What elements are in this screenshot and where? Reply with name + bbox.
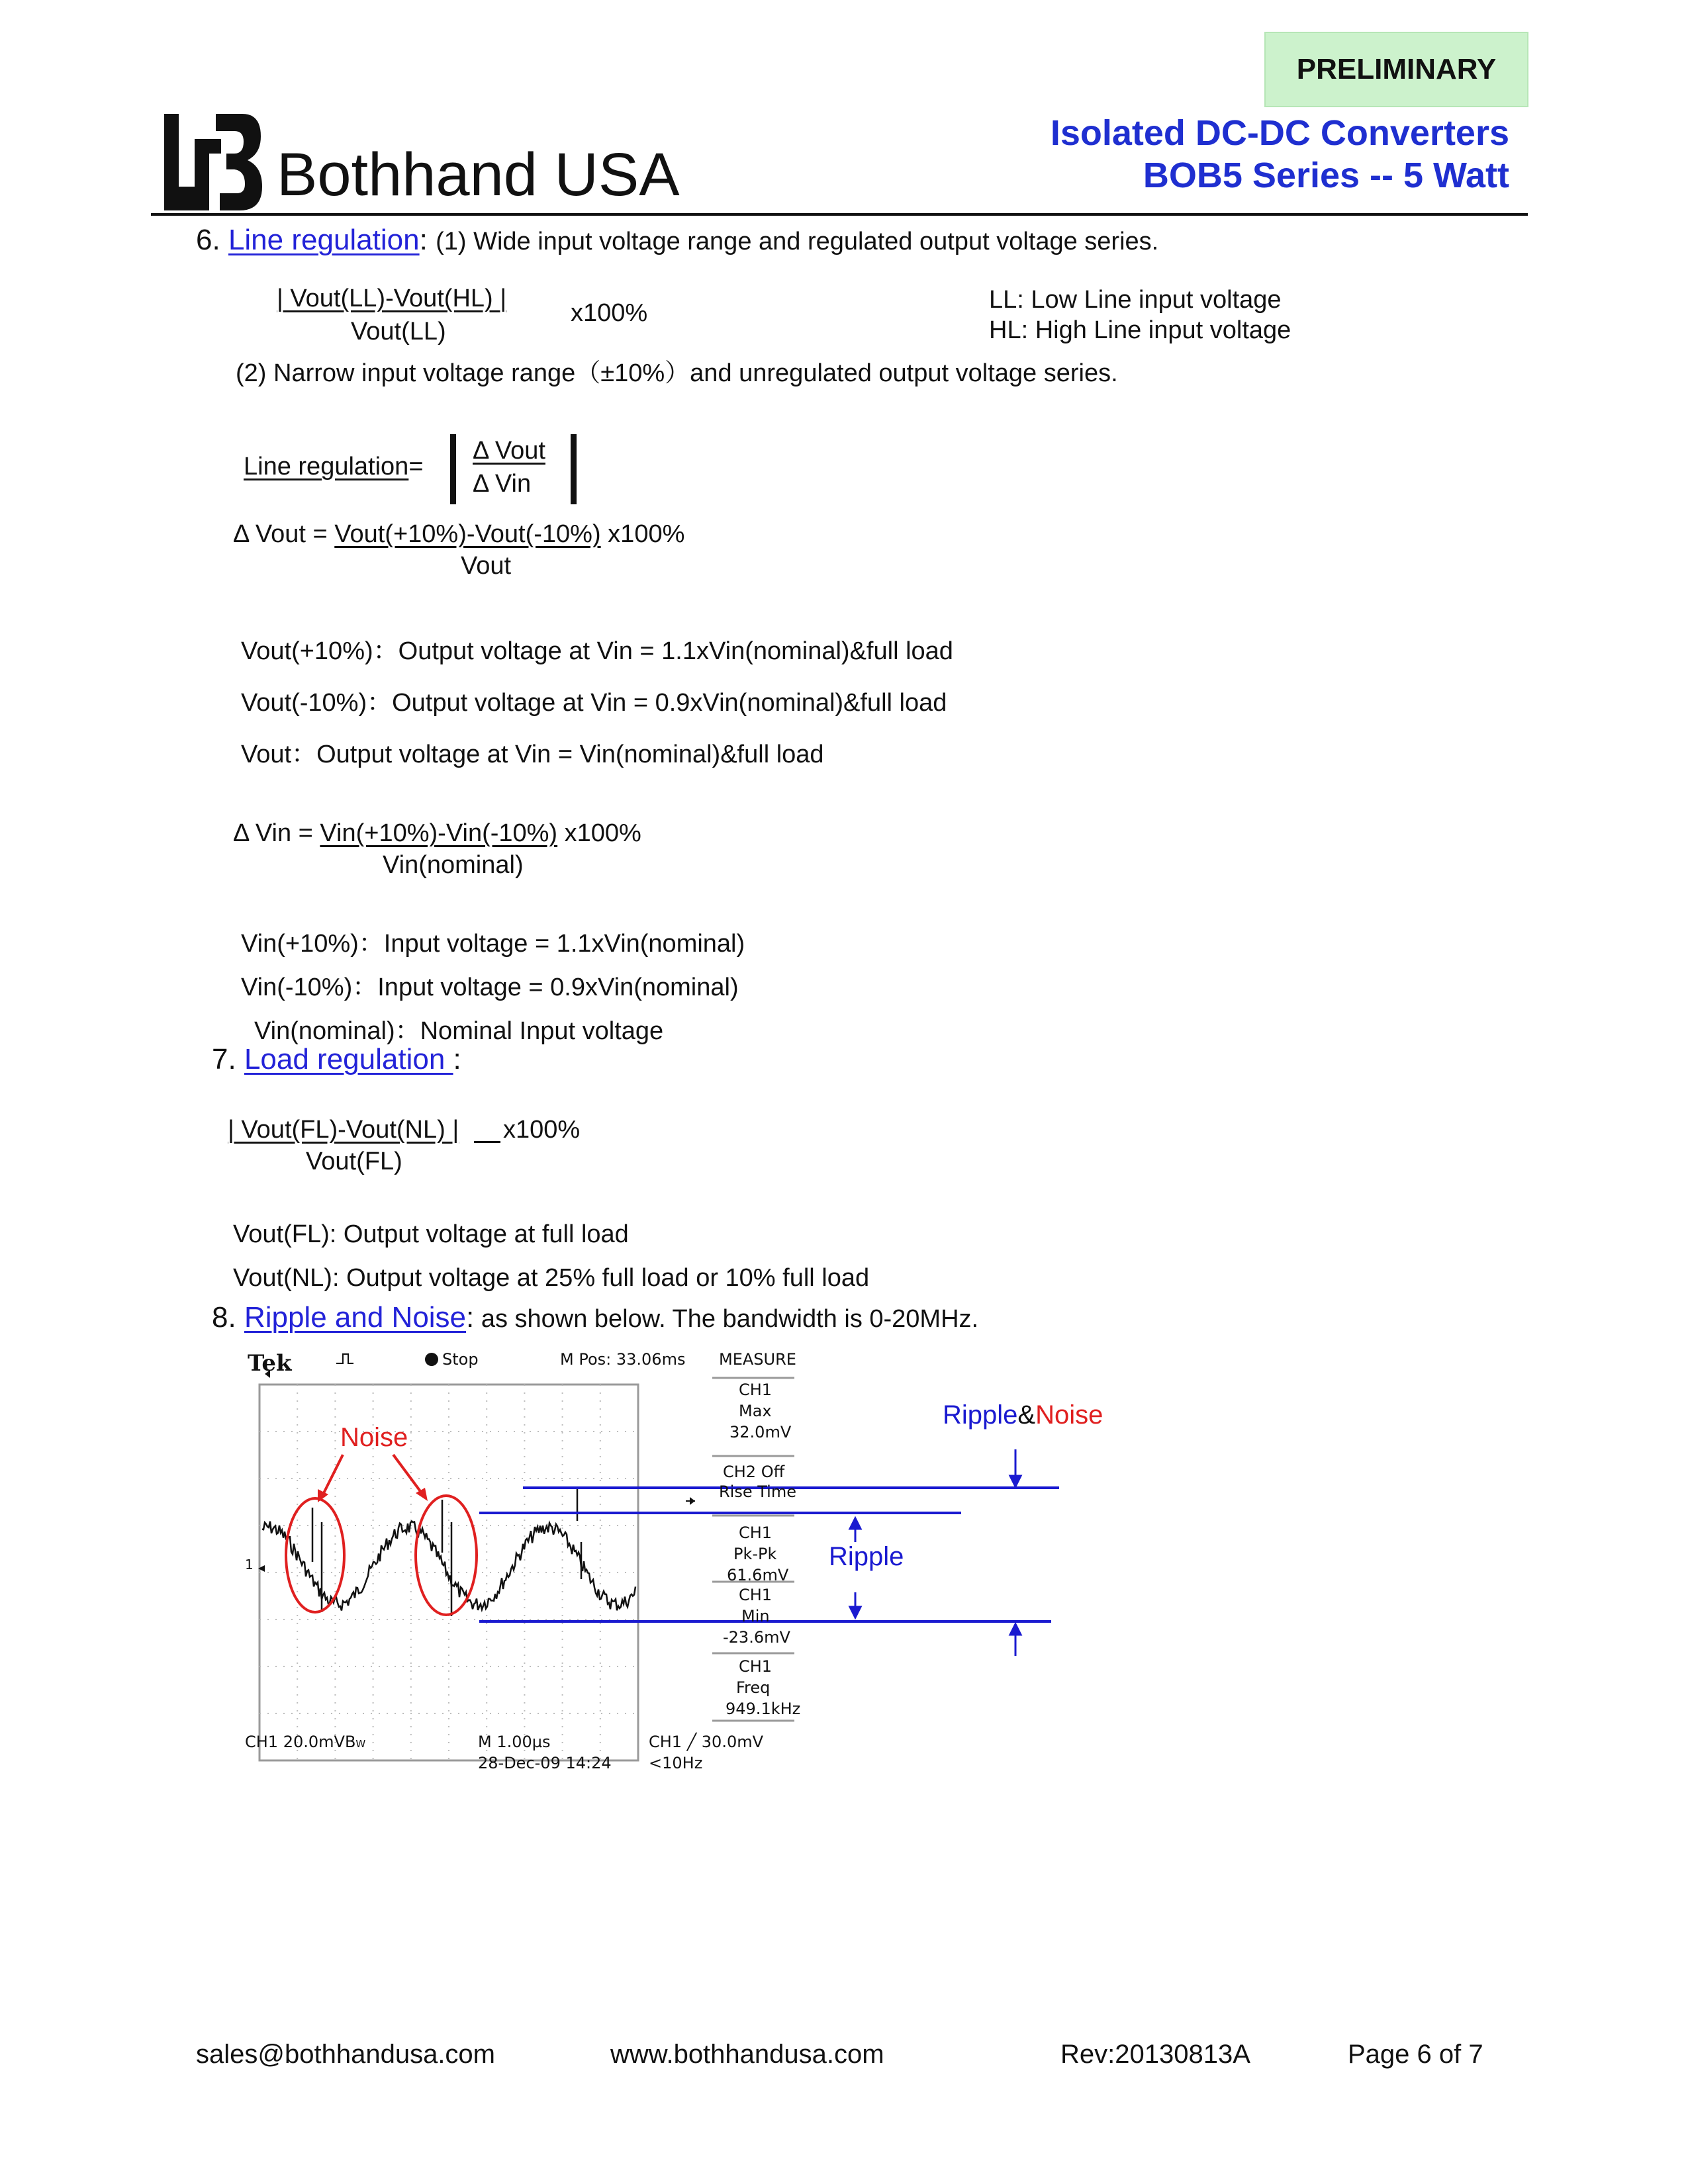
footer-website[interactable]: www.bothhandusa.com <box>610 2040 884 2069</box>
load-formula-numerator <box>228 1116 459 1144</box>
delta-vin-numerator: Vin(+10%)-Vin(-10%) <box>320 819 558 847</box>
delta-vout-prefix: Δ Vout = <box>233 520 335 548</box>
load-formula-multiplier: x100% <box>503 1116 581 1144</box>
vout-fl-definition: Vout(FL): Output voltage at full load <box>233 1220 629 1248</box>
ripple-label: Ripple <box>829 1542 904 1571</box>
load-formula-numerator-text: | Vout(FL)-Vout(NL) | <box>228 1116 459 1144</box>
section-8-number: 8. <box>212 1301 236 1334</box>
vin-plus10-definition: Vin(+10%)：Input voltage = 1.1xVin(nominal) <box>241 930 745 958</box>
ripple-noise-label <box>943 1400 1103 1430</box>
vout-nl-definition: Vout(NL): Output voltage at 25% full load or 10% full load <box>233 1264 870 1292</box>
ch1-scale-readout <box>245 1733 365 1751</box>
ripple-noise-label-ripple: Ripple <box>943 1400 1018 1430</box>
load-formula-line-ext <box>474 1141 500 1143</box>
section-8-heading <box>212 1301 978 1334</box>
time-scale-readout: M 1.00µs <box>478 1733 551 1751</box>
vout-plus10-definition: Vout(+10%)：Output voltage at Vin = 1.1xVin(nominal)&full load <box>241 637 953 665</box>
ch1-marker: 1 <box>245 1557 254 1572</box>
measure-5-value: 949.1kHz <box>726 1700 801 1718</box>
measure-3-source: CH1 <box>739 1524 773 1542</box>
bothhand-logo-icon <box>163 113 262 212</box>
abs-bar-left <box>450 434 456 504</box>
measure-5-source: CH1 <box>739 1657 773 1676</box>
noise-label: Noise <box>340 1423 408 1452</box>
load-formula-denominator: Vout(FL) <box>306 1148 402 1175</box>
section-7-heading <box>212 1043 461 1076</box>
footer-email[interactable]: sales@bothhandusa.com <box>196 2040 495 2069</box>
vout-nominal-definition: Vout：Output voltage at Vin = Vin(nominal)&full load <box>241 741 824 768</box>
line-regulation-link[interactable]: Line regulation <box>228 224 420 256</box>
vin-minus10-definition: Vin(-10%)：Input voltage = 0.9xVin(nominal) <box>241 974 739 1001</box>
line-regulation-label <box>244 453 424 481</box>
delta-vout-mult: x100% <box>600 520 685 548</box>
formula-1-numerator <box>277 285 506 313</box>
measure-4-value: -23.6mV <box>723 1628 790 1647</box>
oscilloscope-figure <box>238 1350 1165 1787</box>
delta-vin-formula <box>233 819 641 848</box>
measure-1-type: Max <box>739 1402 772 1420</box>
section-8-colon: : <box>466 1301 475 1334</box>
company-name: Bothhand USA <box>277 141 680 208</box>
delta-vin-mult: x100% <box>557 819 641 847</box>
line-regulation-label-text: Line regulation <box>244 453 409 480</box>
delta-vout-fraction-numerator <box>473 437 545 465</box>
measure-2-source: CH2 Off <box>723 1463 785 1481</box>
header-title-line2: BOB5 Series -- 5 Watt <box>1143 156 1509 195</box>
measure-1-source: CH1 <box>739 1381 773 1399</box>
footer-page-number: Page 6 of 7 <box>1348 2040 1483 2069</box>
formula-1-denominator: Vout(LL) <box>351 318 446 345</box>
ripple-noise-label-amp: & <box>1017 1400 1036 1430</box>
line-regulation-equals: = <box>408 453 424 480</box>
delta-vout-denominator: Vout <box>461 552 512 580</box>
scope-brand: Tek <box>248 1350 292 1377</box>
delta-vin-prefix: Δ Vin = <box>233 819 320 847</box>
scope-m-position: M Pos: 33.06ms <box>560 1350 686 1369</box>
scope-run-state: Stop <box>442 1350 479 1369</box>
section-7-number: 7. <box>212 1043 236 1075</box>
footer-revision: Rev:20130813A <box>1060 2040 1250 2069</box>
delta-vin-denominator: Vin(nominal) <box>383 851 524 879</box>
measure-3-value: 61.6mV <box>727 1566 789 1584</box>
delta-vin-fraction-denominator: Δ Vin <box>473 470 532 498</box>
ll-definition: LL: Low Line input voltage <box>989 286 1282 314</box>
section-6-colon: : <box>419 224 428 256</box>
section-6-intro: (1) Wide input voltage range and regulated output voltage series. <box>436 228 1159 255</box>
header-title-line1: Isolated DC-DC Converters <box>1050 113 1509 153</box>
capture-date: 28-Dec-09 14:24 <box>478 1754 612 1772</box>
scope-measure-title: MEASURE <box>719 1350 796 1369</box>
trigger-state-icon <box>336 1354 353 1363</box>
preliminary-badge: PRELIMINARY <box>1264 32 1528 107</box>
measure-2-type: Rise Time <box>719 1482 796 1501</box>
ripple-noise-label-noise: Noise <box>1035 1400 1103 1430</box>
measure-4-source: CH1 <box>739 1586 773 1604</box>
measure-1-value: 32.0mV <box>729 1423 792 1441</box>
section-8-description: as shown below. The bandwidth is 0-20MHz. <box>474 1305 979 1333</box>
formula-1-numerator-text: | Vout(LL)-Vout(HL) | <box>277 285 507 312</box>
section-6-heading <box>196 224 1158 257</box>
vin-nominal-definition: Vin(nominal)：Nominal Input voltage <box>254 1017 664 1045</box>
delta-vout-numerator: Vout(+10%)-Vout(-10%) <box>334 520 601 548</box>
bandwidth-limit-flag: W <box>355 1738 366 1750</box>
trigger-frequency: <10Hz <box>649 1754 703 1772</box>
measure-3-type: Pk-Pk <box>733 1545 777 1563</box>
section-7-colon: : <box>453 1043 461 1075</box>
measure-4-type: Min <box>741 1607 770 1625</box>
ripple-noise-link[interactable]: Ripple and Noise <box>244 1301 467 1334</box>
section-6-number: 6. <box>196 224 220 256</box>
vout-minus10-definition: Vout(-10%)：Output voltage at Vin = 0.9xVin(nominal)&full load <box>241 689 947 717</box>
stop-indicator-icon <box>425 1353 438 1366</box>
delta-vout-text: Δ Vout <box>473 437 545 465</box>
header-rule <box>151 213 1528 216</box>
measure-5-type: Freq <box>736 1678 771 1697</box>
abs-bar-right <box>571 434 577 504</box>
trigger-readout: CH1 ╱ 30.0mV <box>649 1733 764 1751</box>
formula-1-multiplier: x100% <box>571 299 648 327</box>
delta-vout-formula <box>233 520 684 549</box>
load-regulation-link[interactable]: Load regulation <box>244 1043 453 1075</box>
ch1-scale-text: CH1 20.0mVB <box>245 1733 356 1751</box>
hl-definition: HL: High Line input voltage <box>989 316 1291 344</box>
narrow-range-text: (2) Narrow input voltage range（±10%）and unregulated output voltage series. <box>236 359 1118 387</box>
